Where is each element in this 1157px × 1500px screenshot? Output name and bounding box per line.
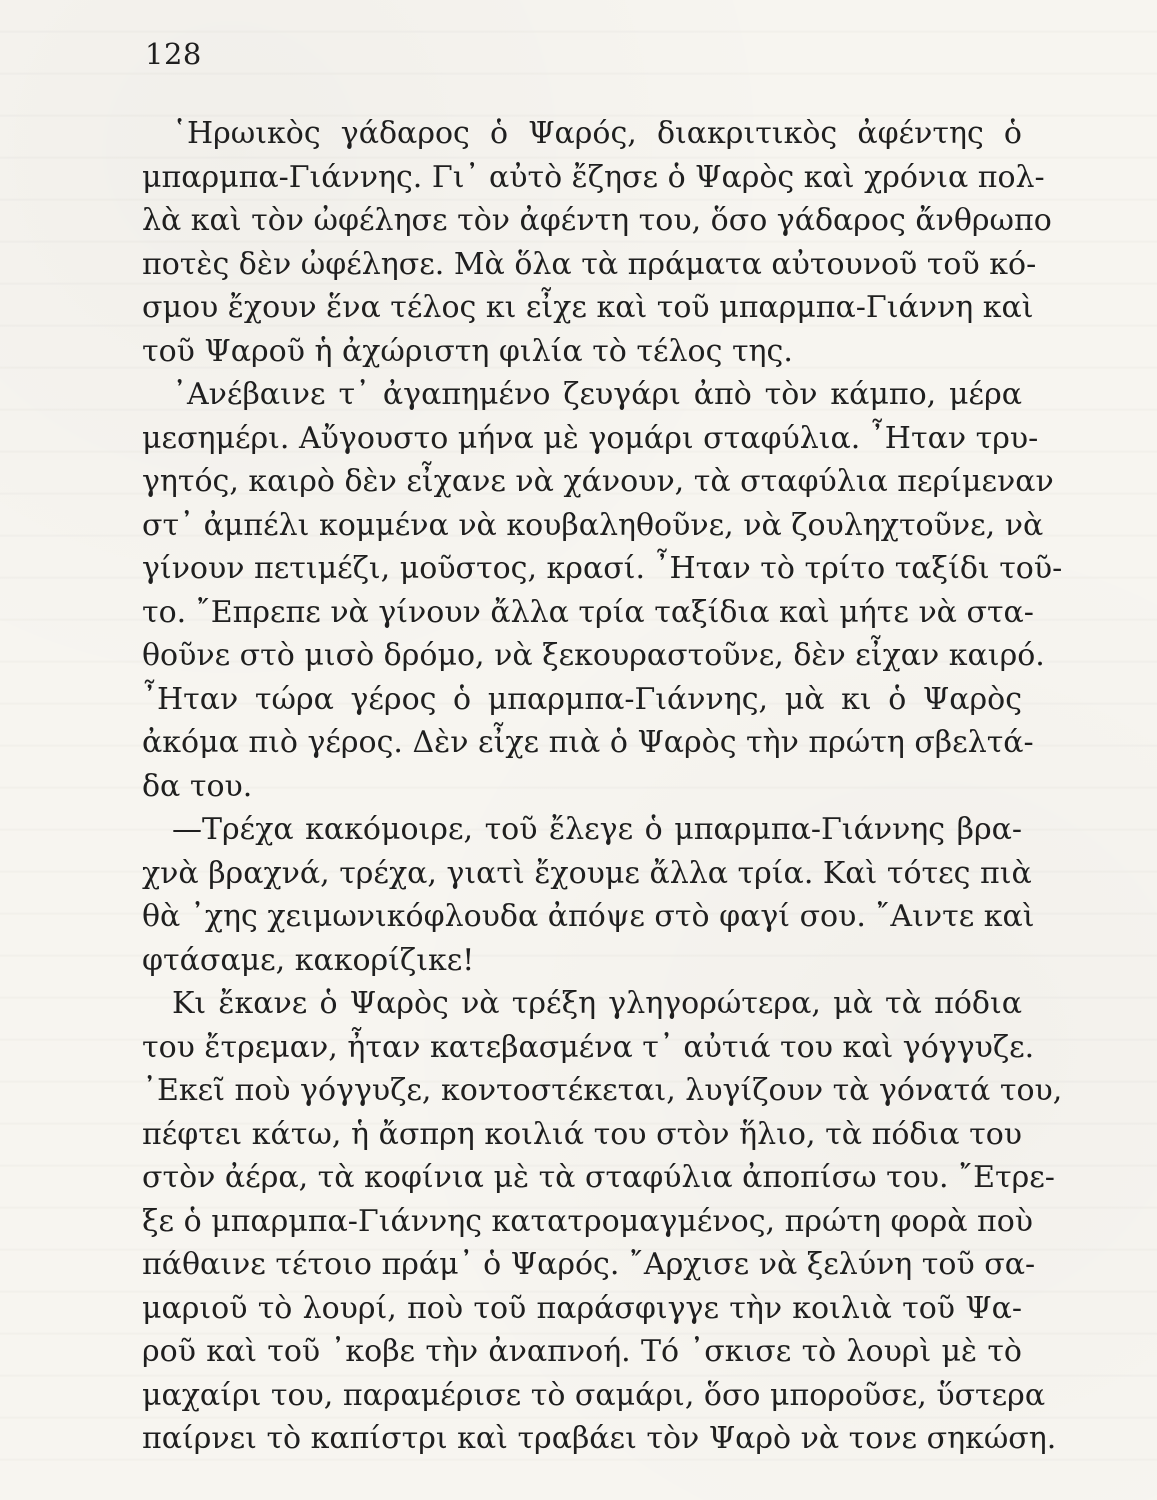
text-line: γίνουν πετιμέζι, μοῦστος, κρασί. ῏Ηταν τὸ τρίτο ταξίδι τοῦ- xyxy=(142,551,1063,586)
text-line: λὰ καὶ τὸν ὠφέλησε τὸν ἀφέντη του, ὅσο γάδαρος ἄνθρωπο xyxy=(142,203,1052,238)
text-line: μαριοῦ τὸ λουρί, ποὺ τοῦ παράσφιγγε τὴν κοιλιὰ τοῦ Ψα- xyxy=(142,1290,1022,1326)
text-line: θὰ ᾽χης χειμωνικόφλουδα ἀπόψε στὸ φαγί σου. ῎Αιντε καὶ xyxy=(142,899,1035,934)
text-line: μπαρμπα-Γιάννης. Γι᾽ αὐτὸ ἔζησε ὁ Ψαρὸς καὶ χρόνια πολ- xyxy=(142,159,1045,195)
text-line: θοῦνε στὸ μισὸ δρόμο, νὰ ξεκουραστοῦνε, δὲν εἶχαν καιρό. xyxy=(142,638,1045,673)
text-line: σμου ἔχουν ἕνα τέλος κι εἶχε καὶ τοῦ μπαρμπα-Γιάννη καὶ xyxy=(142,290,1034,325)
text-line: ποτὲς δὲν ὠφέλησε. Μὰ ὅλα τὰ πράματα αὐτουνοῦ τοῦ κό- xyxy=(142,246,1037,282)
text-line: ᾽Εκεῖ ποὺ γόγγυζε, κοντοστέκεται, λυγίζουν τὰ γόνατά του, xyxy=(142,1073,1063,1108)
text-line: δα του. xyxy=(142,768,253,804)
text-line: γητός, καιρὸ δὲν εἶχανε νὰ χάνουν, τὰ σταφύλια περίμεναν xyxy=(142,464,1054,499)
text-line: μεσημέρι. Αὔγουστο μήνα μὲ γομάρι σταφύλια. ῏Ηταν τρυ- xyxy=(142,420,1039,456)
text-line: μαχαίρι του, παραμέρισε τὸ σαμάρι, ὅσο μποροῦσε, ὕστερα xyxy=(142,1377,1046,1413)
text-line: ῾Ηρωικὸς γάδαρος ὁ Ψαρός, διακριτικὸς ἀφέντης ὁ xyxy=(172,116,1022,151)
text-line: στ᾽ ἀμπέλι κομμένα νὰ κουβαληθοῦνε, νὰ ζουληχτοῦνε, νὰ xyxy=(142,507,1044,543)
text-line: φτάσαμε, κακορίζικε! xyxy=(142,942,475,978)
text-line: Κι ἔκανε ὁ Ψαρὸς νὰ τρέξη γληγορώτερα, μὰ τὰ πόδια xyxy=(172,986,1022,1021)
text-line: ροῦ καὶ τοῦ ᾽κοβε τὴν ἀναπνοή. Τό ᾽σκισε τὸ λουρὶ μὲ τὸ xyxy=(142,1334,1022,1369)
text-line: πάθαινε τέτοιο πράμ᾽ ὁ Ψαρός. ῎Αρχισε νὰ ξελύνη τοῦ σα- xyxy=(142,1247,1036,1282)
text-line: τοῦ Ψαροῦ ἡ ἀχώριστη φιλία τὸ τέλος της. xyxy=(142,333,793,369)
text-line: ᾽Ανέβαινε τ᾽ ἀγαπημένο ζευγάρι ἀπὸ τὸν κάμπο, μέρα xyxy=(172,377,1022,412)
text-line: το. ῎Επρεπε νὰ γίνουν ἄλλα τρία ταξίδια καὶ μήτε νὰ στα- xyxy=(142,594,1034,630)
text-line: —Τρέχα κακόμοιρε, τοῦ ἔλεγε ὁ μπαρμπα-Γιάννης βρα- xyxy=(172,812,1022,847)
text-line: ἀκόμα πιὸ γέρος. Δὲν εἶχε πιὰ ὁ Ψαρὸς τὴν πρώτη σβελτά- xyxy=(142,725,1034,760)
text-line: παίρνει τὸ καπίστρι καὶ τραβάει τὸν Ψαρὸ νὰ τονε σηκώση. xyxy=(142,1421,1057,1456)
text-line: χνὰ βραχνά, τρέχα, γιατὶ ἔχουμε ἄλλα τρία. Καὶ τότες πιὰ xyxy=(142,855,1032,891)
page-number: 128 xyxy=(145,37,202,71)
text-line: του ἔτρεμαν, ἦταν κατεβασμένα τ᾽ αὐτιά του καὶ γόγγυζε. xyxy=(142,1029,1035,1065)
text-line: ῏Ηταν τώρα γέρος ὁ μπαρμπα-Γιάννης, μὰ κι ὁ Ψαρὸς xyxy=(142,681,1022,717)
text-line: ξε ὁ μπαρμπα-Γιάννης κατατρομαγμένος, πρώτη φορὰ ποὺ xyxy=(142,1203,1034,1239)
text-line: στὸν ἀέρα, τὰ κοφίνια μὲ τὰ σταφύλια ἀποπίσω του. ῎Ετρε- xyxy=(142,1160,1055,1195)
text-line: πέφτει κάτω, ἡ ἄσπρη κοιλιά του στὸν ἥλιο, τὰ πόδια του xyxy=(142,1116,1022,1152)
body-text xyxy=(142,112,1063,1461)
